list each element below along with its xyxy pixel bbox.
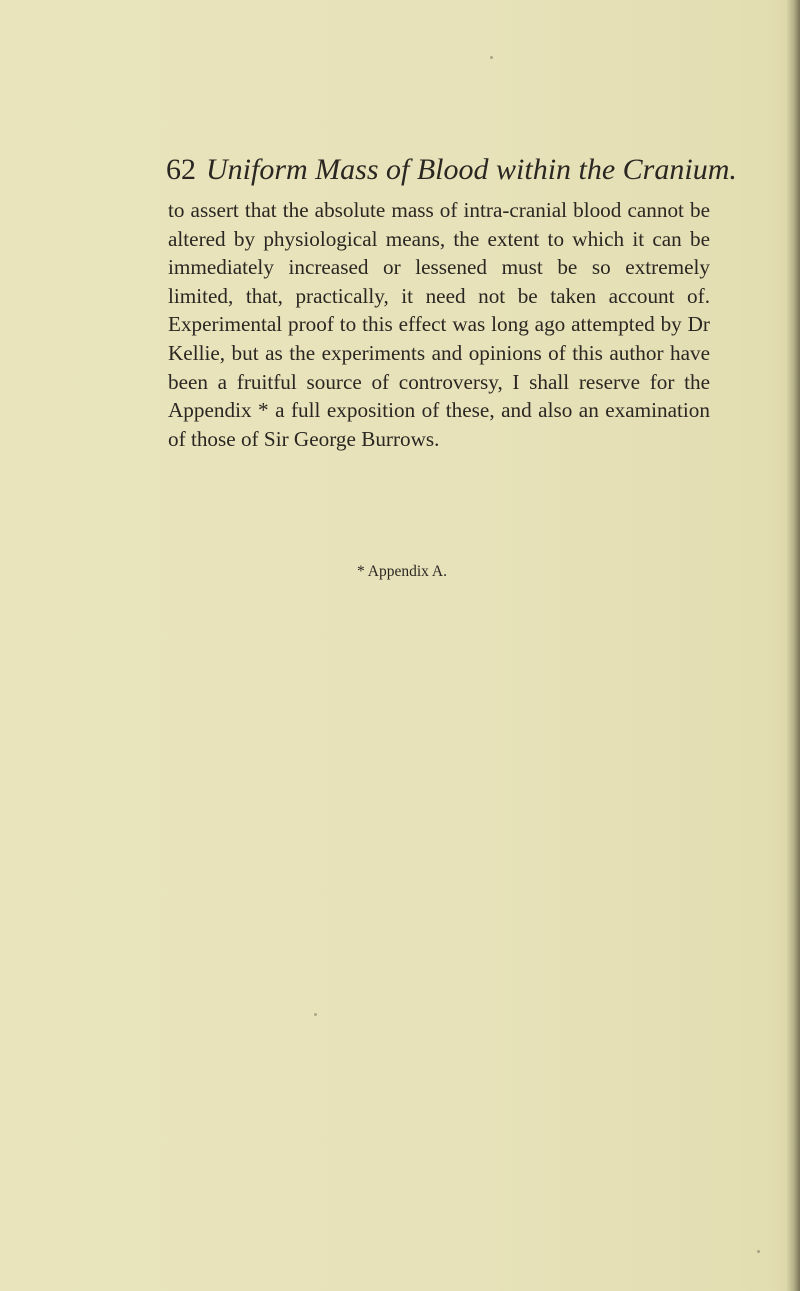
footnote: * Appendix A.: [357, 563, 447, 580]
running-head-title: Uniform Mass of Blood within the Cranium.: [206, 153, 737, 186]
paper-speck: [757, 1250, 760, 1253]
page-edge-shadow: [786, 0, 800, 1291]
running-head: [166, 148, 737, 192]
body-paragraph: to assert that the absolute mass of intra-cranial blood cannot be altered by physiological means, the extent to which it can be immediately increased or lessened must be so extremely limited, that, practically, it need not be taken account of. Experimental proof to this effect was long ago attempted by Dr Kellie, but as the experiments and opinions of this author have been a fruitful source of controversy, I shall reserve for the Appendix * a full exposition of these, and also an examination of those of Sir George Burrows.: [168, 198, 710, 451]
page-number: 62: [166, 153, 196, 186]
paper-speck: [314, 1013, 317, 1016]
paper-speck: [490, 56, 493, 59]
